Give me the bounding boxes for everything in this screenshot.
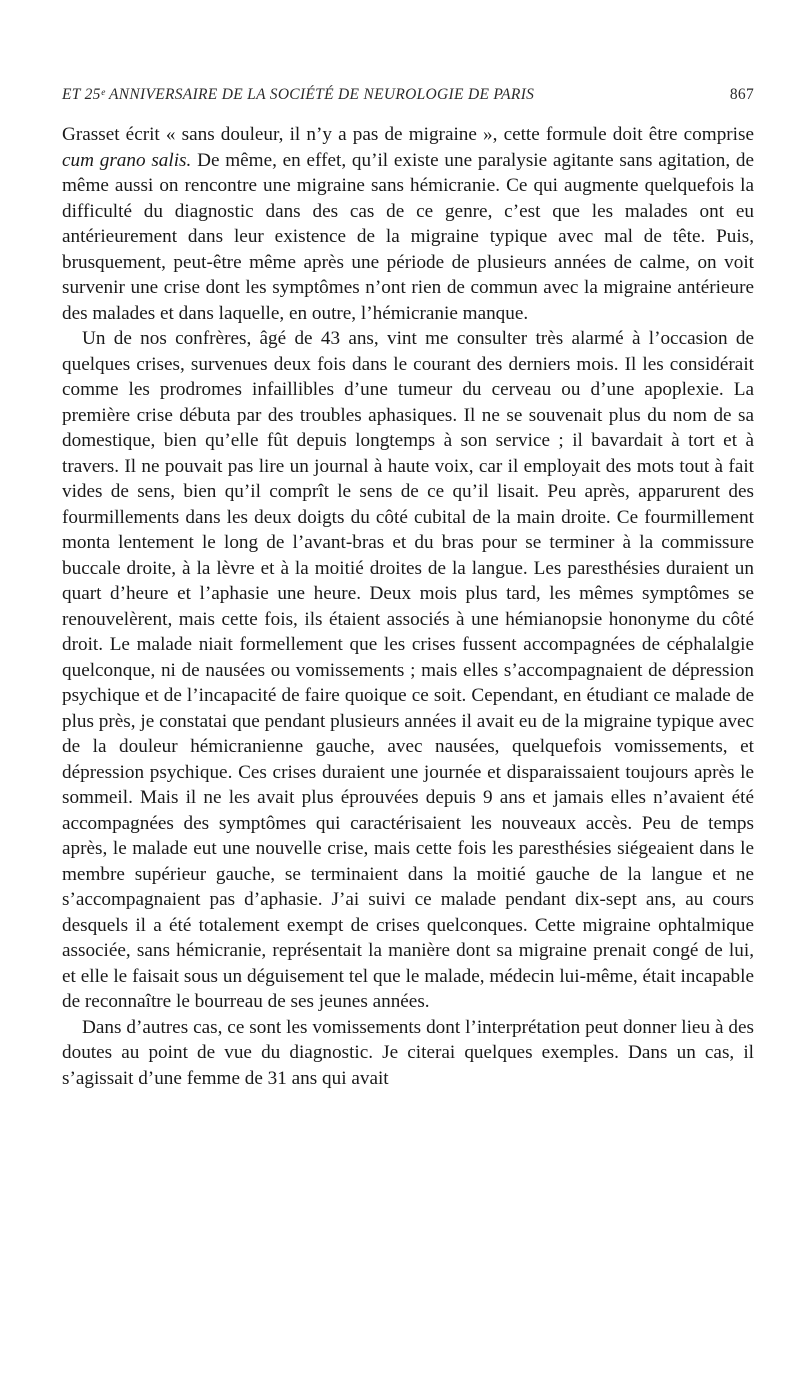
paragraph-text: Dans d’autres cas, ce sont les vomissements dont l’interprétation peut donner lieu à des doutes au point de vue du diagnostic. Je citerai quelques exemples. Dans un cas, il s’agissait d’une femme de 31 ans qui avait — [62, 1016, 754, 1089]
latin-phrase: cum grano salis. — [62, 149, 192, 171]
page-number: 867 — [729, 86, 754, 103]
paragraph-3 — [62, 1015, 754, 1092]
paragraph-text: Un de nos confrères, âgé de 43 ans, vint me consulter très alarmé à l’occasion de quelques crises, survenues deux fois dans le courant des derniers mois. Il les considérait comme les prodromes infaillibles d’une tumeur du cerveau ou d’une apoplexie. La première crise débuta par des troubles aphasiques. Il ne se souvenait plus du nom de sa domestique, bien qu’elle fût depuis longtemps à son service ; il bavardait à tort et à travers. Il ne pouvait pas lire un journal à haute voix, car il employait des mots tout à fait vides de sens, bien qu’il comprît le sens de ce qu’il lisait. Peu après, apparurent des fourmillements dans les deux doigts du côté cubital de la main droite. Ce fourmillement monta lentement le long de l’avant-bras et du bras pour se terminer à la commissure buccale droite, à la lèvre et à la moitié droites de la langue. Les paresthésies duraient un quart d’heure et l’aphasie une heure. Deux mois plus tard, les mêmes symptômes se renouvelèrent, mais cette fois, ils étaient associés à une hémianopsie hononyme du côté droit. Le malade niait formellement que les crises fussent accompagnées de céphalalgie quelconque, ni de nausées ou vomissements ; mais elles s’accompagnaient de dépression psychique et de l’incapacité de faire quoique ce soit. Cependant, en étudiant ce malade de plus près, je constatai que pendant plusieurs années il avait eu de la migraine typique avec de la douleur hémicranienne gauche, avec nausées, quelquefois vomissements, et dépression psychique. Ces crises duraient une journée et disparaissaient toujours après le sommeil. Mais il ne les avait plus éprouvées depuis 9 ans et jamais elles n’avaient été accompagnées des symptômes qui caractérisaient les nouveaux accès. Peu de temps après, le malade eut une nouvelle crise, mais cette fois les paresthésies siégeaient dans le membre supérieur gauche, se terminaient dans la moitié gauche de la langue et ne s’accompagnaient pas d’aphasie. J’ai suivi ce malade pendant dix-sept ans, au cours desquels il a été totalement exempt de crises quelconques. Cette migraine ophtalmique associée, sans hémicranie, représentait la manière dont sa migraine prenait congé de lui, et elle le faisait sous un déguisement tel que le malade, médecin lui-même, était incapable de reconnaître le bourreau de ses jeunes années. — [62, 328, 754, 1012]
paragraph-2 — [62, 326, 754, 1015]
paragraph-1 — [62, 122, 754, 326]
paragraph-text: De même, en effet, qu’il existe une paralysie agitante sans agitation, de même aussi on rencontre une migraine sans hémicranie. Ce qui augmente quelquefois la difficulté du diagnostic dans des cas de ce genre, c’est que les malades ont eu antérieurement dans leur existence de la migraine typique avec mal de tête. Puis, brusquement, peut-être même après une période de plusieurs années de calme, on voit survenir une crise dont les symptômes n’ont rien de commun avec la migraine antérieure des malades et dans laquelle, en outre, l’hémicranie manque. — [62, 149, 755, 324]
running-header — [62, 86, 754, 108]
running-title: ET 25ᵉ ANNIVERSAIRE DE LA SOCIÉTÉ DE NEUROLOGIE DE PARIS — [62, 86, 535, 103]
body-text — [62, 122, 754, 1091]
paragraph-text: Grasset écrit « sans douleur, il n’y a pas de migraine », cette formule doit être comprise — [62, 124, 754, 145]
